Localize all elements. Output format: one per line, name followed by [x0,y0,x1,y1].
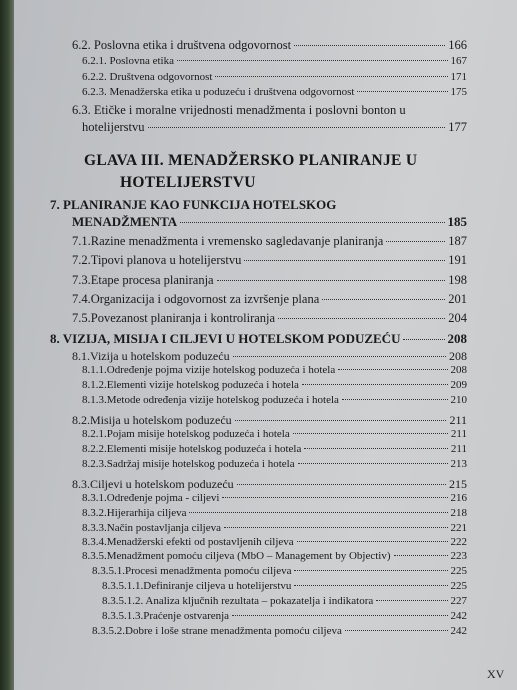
toc-page-number: 175 [450,86,467,98]
toc-entry [72,413,467,428]
toc-entry [72,273,467,288]
leader-dots [177,60,448,61]
leader-dots [215,76,447,77]
toc-entry-title: 7.4.Organizacija i odgovornost za izvršenje plana [72,292,320,306]
toc-page-number: 208 [449,349,467,363]
toc-page-number: 185 [447,214,467,229]
toc-page-number: 242 [450,625,467,637]
toc-entry-title: 7.1.Razine menadžmenta i vremensko sagledavanje planiranja [72,234,384,248]
toc-page-number: 225 [450,580,467,592]
toc-entry [72,234,467,249]
toc-page-number: 204 [448,311,467,325]
leader-dots [302,384,448,385]
toc-entry [92,565,467,577]
toc-entry [82,507,467,519]
toc-entry [82,379,467,391]
leader-dots [294,45,445,46]
toc-entry-title: 8. VIZIJA, MISIJA I CILJEVI U HOTELSKOM PODUZEĆU [50,331,401,346]
toc-entry-title: 8.3.1.Određenje pojma - ciljevi [82,492,220,504]
toc-page-number: 208 [450,364,467,376]
toc-page-number: 242 [450,610,467,622]
chapter-heading [84,150,417,194]
toc-page-number: 211 [450,443,467,455]
leader-dots [180,222,444,223]
leader-dots [189,512,447,513]
toc-page-number: 191 [448,253,467,267]
toc-entry [82,55,467,67]
toc-entry-title: 7.2.Tipovi planova u hotelijerstvu [72,253,242,267]
leader-dots [237,484,446,485]
toc-entry [72,477,467,492]
toc-entry-title: MENADŽMENTA [72,214,178,229]
toc-page-number: 177 [448,120,467,134]
toc-page-number: 201 [448,292,467,306]
leader-dots [298,463,448,464]
toc-entry-title: 8.3.Ciljevi u hotelskom poduzeću [72,477,234,491]
toc-entry-title: 8.2.2.Elementi misije hotelskog poduzeća i hotela [82,443,302,455]
toc-entry-title: 8.1.3.Metode određenja vizije hotelskog poduzeća i hotela [82,394,339,406]
toc-entry [72,214,467,230]
toc-page-number: 171 [450,71,467,83]
toc-page-number: 198 [448,273,467,287]
leader-dots [222,497,447,498]
toc-page-number: 215 [449,477,467,491]
toc-entry-title: 8.1.2.Elementi vizije hotelskog poduzeća i hotela [82,379,299,391]
toc-entry-title: 6.2.2. Društvena odgovornost [82,71,213,83]
toc-entry [82,86,467,98]
toc-entry-title: 7.3.Etape procesa planiranja [72,273,214,287]
toc-entry [82,364,467,376]
toc-page-number: 187 [448,234,467,248]
toc-entry [92,625,467,637]
toc-entry [82,120,467,135]
leader-dots [294,570,447,571]
toc-entry-title: 8.3.2.Hijerarhija ciljeva [82,507,187,519]
toc-entry-title: 6.3. Etičke i moralne vrijednosti menadžmenta i poslovni bonton u [72,103,406,117]
leader-dots [357,91,447,92]
leader-dots [233,356,446,357]
chapter-heading-line-2: HOTELIJERSTVU [120,174,256,191]
page-number-footer: XV [487,667,505,681]
page-gutter-shadow [0,0,14,690]
leader-dots [386,241,445,242]
toc-entry [82,550,467,562]
leader-dots [235,420,447,421]
leader-dots [304,448,448,449]
toc-entry-title: 7.5.Povezanost planiranja i kontroliranja [72,311,276,325]
section-heading: 7. PLANIRANJE KAO FUNKCIJA HOTELSKOG [50,197,337,212]
toc-entry-title: hotelijerstvu [82,120,145,134]
toc-entry-title: 6.2. Poslovna etika i društvena odgovornost [72,38,292,52]
leader-dots [403,339,444,340]
toc-page-number: 167 [450,55,467,67]
toc-entry-title: 8.3.3.Način postavljanja ciljeva [82,522,221,534]
toc-page-number: 213 [450,458,467,470]
toc-entry [82,71,467,83]
toc-entry [50,331,467,347]
leader-dots [148,127,446,128]
book-page [14,0,517,690]
toc-page-number: 166 [448,38,467,52]
leader-dots [278,318,445,319]
leader-dots [294,585,447,586]
leader-dots [338,369,447,370]
toc-entry-title: 8.2.3.Sadržaj misije hotelskog poduzeća i hotela [82,458,295,470]
toc-entry [82,522,467,534]
chapter-heading-line-1: GLAVA III. MENADŽERSKO PLANIRANJE U [84,152,418,169]
toc-entry-title: 8.1.1.Određenje pojma vizije hotelskog poduzeća i hotela [82,364,336,376]
toc-entry-title: 8.1.Vizija u hotelskom poduzeću [72,349,230,363]
toc-entry-title: 8.3.5.1.2. Analiza ključnih rezultata – pokazatelja i indikatora [102,595,374,607]
toc-entry [82,443,467,455]
toc-entry [72,38,467,53]
toc-entry-title: 8.2.Misija u hotelskom poduzeću [72,413,232,427]
leader-dots [297,541,448,542]
leader-dots [217,280,446,281]
toc-entry-title: 8.3.5.Menadžment pomoću ciljeva (MbO – Management by Objectiv) [82,550,391,562]
leader-dots [342,399,448,400]
toc-page-number: 218 [450,507,467,519]
toc-entry [82,394,467,406]
toc-entry [82,458,467,470]
leader-dots [224,527,448,528]
toc-entry-title: 8.3.4.Menadžerski efekti od postavljenih ciljeva [82,536,294,548]
toc-page-number: 211 [449,413,467,427]
toc-page-number: 221 [450,522,467,534]
toc-entry [102,595,467,607]
toc-entry-title: 8.3.5.1.3.Praćenje ostvarenja [102,610,230,622]
leader-dots [376,600,447,601]
leader-dots [322,299,445,300]
toc-entry-title: 8.3.5.1.Procesi menadžmenta pomoću ciljeva [92,565,292,577]
leader-dots [293,433,448,434]
toc-entry-title: 6.2.3. Menadžerska etika u poduzeću i društvena odgovornost [82,86,355,98]
toc-page-number: 211 [450,428,467,440]
toc-page-number: 210 [450,394,467,406]
toc-page-number: 222 [450,536,467,548]
leader-dots [232,615,447,616]
leader-dots [345,630,448,631]
toc-page-number: 208 [447,331,467,346]
toc-page-number: 227 [450,595,467,607]
toc-entry [72,311,467,326]
toc-entry [72,349,467,364]
toc-entry [82,492,467,504]
toc-page-number: 209 [450,379,467,391]
toc-entry [72,292,467,307]
toc-page-number: 225 [450,565,467,577]
toc-entry-title: 6.2.1. Poslovna etika [82,55,174,67]
toc-entry [82,536,467,548]
leader-dots [244,260,445,261]
toc-entry [102,610,467,622]
toc-entry [102,580,467,592]
toc-entry-title: 8.3.5.2.Dobre i loše strane menadžmenta pomoću ciljeva [92,625,342,637]
toc-page-number: 216 [450,492,467,504]
toc-entry-title: 8.3.5.1.1.Definiranje ciljeva u hotelijerstvu [102,580,292,592]
leader-dots [394,555,448,556]
toc-entry [82,428,467,440]
toc-page-number: 223 [450,550,467,562]
toc-entry [72,253,467,268]
toc-entry-title: 8.2.1.Pojam misije hotelskog poduzeća i hotela [82,428,290,440]
